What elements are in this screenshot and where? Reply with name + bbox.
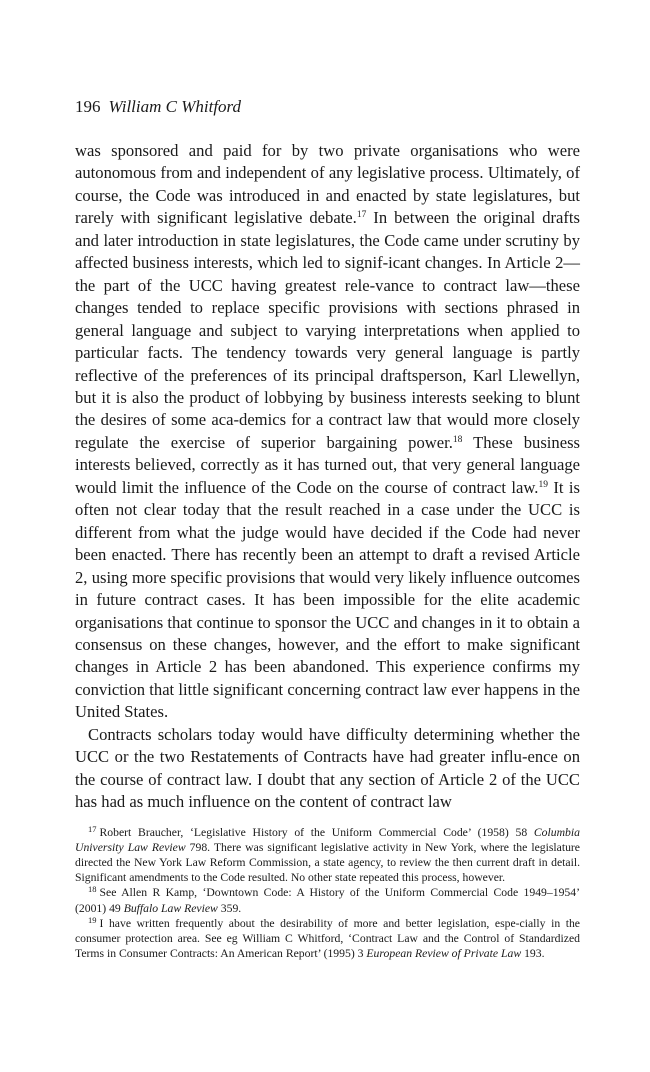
paragraph-text: was sponsored and paid for by two private organisations who were autonomous from and independent of any legislative process. Ultimately, of course, the Code was introduced in and enacted by state legislatures, but rarely with significant legislative debate. bbox=[75, 141, 580, 228]
paragraph-text: These business interests believed, correctly as it has turned out, that very general language would limit the influence of the Code on the course of contract law. bbox=[75, 432, 580, 497]
footnote bbox=[75, 916, 580, 962]
footnotes bbox=[75, 825, 580, 962]
footnote-reference: 18 bbox=[452, 434, 463, 445]
body-paragraph bbox=[75, 140, 580, 724]
footnote-text: 193. bbox=[521, 947, 545, 961]
footnote bbox=[75, 885, 580, 915]
journal-title: European Review of Private Law bbox=[366, 947, 522, 961]
paragraph-text: It is often not clear today that the result reached in a case under the UCC is different from what the judge would have decided if the Code had never been enacted. There has recently been an attempt to draft a revised Article 2, using more specific provisions that would very likely influence outcomes in future contract cases. It has been impossible for the elite academic organisations that continue to sponsor the UCC and changes in it to obtain a consensus on these changes, however, and the effort to make significant changes in Article 2 has been abandoned. This experience confirms my conviction that little significant concerning contract law ever happens in the United States. bbox=[75, 477, 580, 722]
footnote-text: 798. There was significant legislative activity in New York, where the legislature directed the New York Law Reform Commission, a state agency, to review the then current draft in detail. Significant amendments to the Code resulted. No other state repeated this process, however. bbox=[75, 840, 580, 885]
footnote-text: I have written frequently about the desirability of more and better legislation, espe-cially in the consumer protection area. See eg William C Whitford, ‘Contract Law and the Control of Standardized Terms in Consumer Contracts: An American Report’ (1995) 3 bbox=[75, 916, 580, 961]
body-paragraph: Contracts scholars today would have difficulty determining whether the UCC or the two Restatements of Contracts have had greater influ-ence on the course of contract law. I doubt that any section of Article 2 of the UCC has had as much influence on the content of contract law bbox=[75, 724, 580, 812]
book-page bbox=[75, 96, 580, 961]
footnote bbox=[75, 825, 580, 886]
footnote-text: See Allen R Kamp, ‘Downtown Code: A History of the Uniform Commercial Code 1949–1954’ (2001) 49 bbox=[75, 886, 580, 915]
footnote-number: 18 bbox=[88, 884, 97, 895]
footnote-text: Robert Braucher, ‘Legislative History of the Uniform Commercial Code’ (1958) 58 bbox=[99, 825, 534, 839]
journal-title: Columbia University Law Review bbox=[75, 825, 580, 854]
footnote-number: 17 bbox=[88, 823, 97, 834]
running-head bbox=[75, 96, 580, 118]
footnote-number: 19 bbox=[88, 914, 97, 925]
footnote-text: 359. bbox=[217, 901, 242, 915]
paragraph-text: In between the original drafts and later introduction in state legislatures, the Code came under scrutiny by affected business interests, which led to signif-icant changes. In Article 2—the part of the UCC having greatest rele-vance to contract law—these changes tended to replace specific provisions with sections phrased in general language and subject to varying interpretations when applied to particular facts. The tendency towards very general language is partly reflective of the preferences of its principal draftsperson, Karl Llewellyn, but it is also the product of lobbying by business interests seeking to blunt the desires of some aca-demics for a contract law that would more closely regulate the exercise of superior bargaining power. bbox=[75, 208, 580, 452]
body-text bbox=[75, 140, 580, 814]
running-head-author: William C Whitford bbox=[108, 97, 242, 116]
footnote-reference: 17 bbox=[356, 210, 367, 221]
footnote-reference: 19 bbox=[538, 479, 548, 490]
journal-title: Buffalo Law Review bbox=[123, 901, 218, 915]
page-number: 196 bbox=[75, 97, 101, 116]
